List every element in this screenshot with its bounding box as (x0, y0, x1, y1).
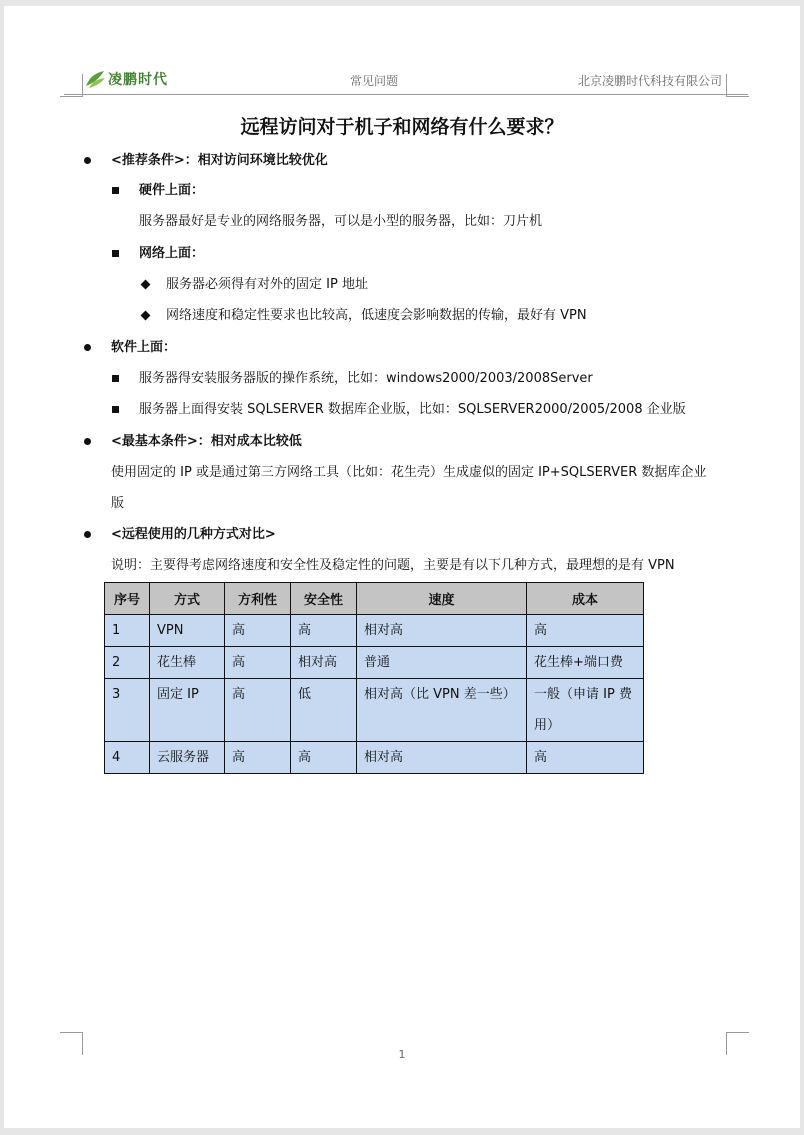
cell-cost: 高 (527, 615, 644, 647)
software-heading: 软件上面： (111, 340, 177, 355)
table-row (105, 679, 644, 742)
cell-method: 固定 IP (150, 679, 225, 742)
table-row (105, 615, 644, 647)
basic-subtitle: ：相对成本比较低 (197, 434, 302, 449)
cell-security: 高 (291, 615, 357, 647)
cell-index: 2 (105, 647, 150, 679)
recommend-label: <推荐条件> (111, 153, 185, 168)
cell-cost: 花生棒+端口费 (527, 647, 644, 679)
cell-index: 1 (105, 615, 150, 647)
logo-text: 凌鹏时代 (108, 72, 168, 88)
basic-description-line1: 使用固定的 IP 或是通过第三方网络工具（比如：花生壳）生成虚似的固定 IP+SQLSERVER 数据库企业 (111, 465, 707, 480)
bullet-dot-icon (84, 438, 91, 445)
bullet-square-icon (112, 250, 119, 257)
recommend-heading (111, 152, 328, 170)
bullet-dot-icon (84, 344, 91, 351)
recommend-subtitle: ：相对访问环境比较优化 (184, 153, 328, 168)
cell-cost-line2: 用） (534, 718, 561, 733)
page-title: 远程访问对于机子和网络有什么要求？ (240, 116, 564, 138)
cell-cost (527, 679, 644, 742)
cell-security: 高 (291, 742, 357, 774)
cell-security: 低 (291, 679, 357, 742)
hardware-heading: 硬件上面： (139, 183, 205, 198)
comparison-table (104, 582, 644, 774)
header-index: 序号 (105, 583, 150, 615)
cell-speed: 普通 (357, 647, 527, 679)
basic-heading (111, 433, 302, 451)
header-security: 安全性 (291, 583, 357, 615)
document-page (4, 6, 800, 1128)
software-item-sqlserver: 服务器上面得安装 SQLSERVER 数据库企业版，比如：SQLSERVER2000/2005/2008 企业版 (139, 402, 686, 417)
bullet-square-icon (112, 406, 119, 413)
bullet-diamond-icon (141, 280, 151, 290)
cell-method: VPN (150, 615, 225, 647)
header-speed: 速度 (357, 583, 527, 615)
cell-cost-line1: 一般（申请 IP 费 (534, 687, 632, 702)
header-section-title: 常见问题 (350, 74, 399, 88)
network-heading: 网络上面： (139, 246, 205, 261)
table-row (105, 742, 644, 774)
header-method: 方式 (150, 583, 225, 615)
bullet-dot-icon (84, 157, 91, 164)
bullet-dot-icon (84, 531, 91, 538)
basic-description-line2: 版 (111, 496, 125, 511)
cell-index: 4 (105, 742, 150, 774)
cell-cost: 高 (527, 742, 644, 774)
cell-convenience: 高 (225, 615, 291, 647)
basic-label: <最基本条件> (111, 434, 198, 449)
network-item-ip: 服务器必须得有对外的固定 IP 地址 (166, 277, 368, 292)
cell-convenience: 高 (225, 647, 291, 679)
compare-heading: <远程使用的几种方式对比> (111, 527, 276, 542)
header-cost: 成本 (527, 583, 644, 615)
cell-security: 相对高 (291, 647, 357, 679)
bullet-square-icon (112, 375, 119, 382)
compare-description: 说明：主要得考虑网络速度和安全性及稳定性的问题，主要是有以下几种方式，最理想的是有 VPN (111, 558, 675, 573)
cell-method: 花生棒 (150, 647, 225, 679)
cell-index: 3 (105, 679, 150, 742)
network-item-speed: 网络速度和稳定性要求也比较高，低速度会影响数据的传输，最好有 VPN (166, 308, 587, 323)
hardware-description: 服务器最好是专业的网络服务器，可以是小型的服务器，比如：刀片机 (139, 214, 543, 229)
bullet-diamond-icon (141, 311, 151, 321)
table-header-row (105, 583, 644, 615)
cell-speed: 相对高 (357, 742, 527, 774)
cell-method: 云服务器 (150, 742, 225, 774)
page-number: 1 (398, 1048, 406, 1061)
header-company-name: 北京凌鹏时代科技有限公司 (578, 74, 723, 88)
cell-speed: 相对高（比 VPN 差一些） (357, 679, 527, 742)
software-item-os: 服务器得安装服务器版的操作系统，比如：windows2000/2003/2008Server (139, 371, 593, 386)
cell-speed: 相对高 (357, 615, 527, 647)
leaf-logo-icon (84, 68, 106, 90)
table-row (105, 647, 644, 679)
cell-convenience: 高 (225, 742, 291, 774)
header-convenience: 方利性 (225, 583, 291, 615)
company-logo (84, 66, 168, 92)
header-rule (64, 94, 748, 95)
bullet-square-icon (112, 187, 119, 194)
cell-convenience: 高 (225, 679, 291, 742)
